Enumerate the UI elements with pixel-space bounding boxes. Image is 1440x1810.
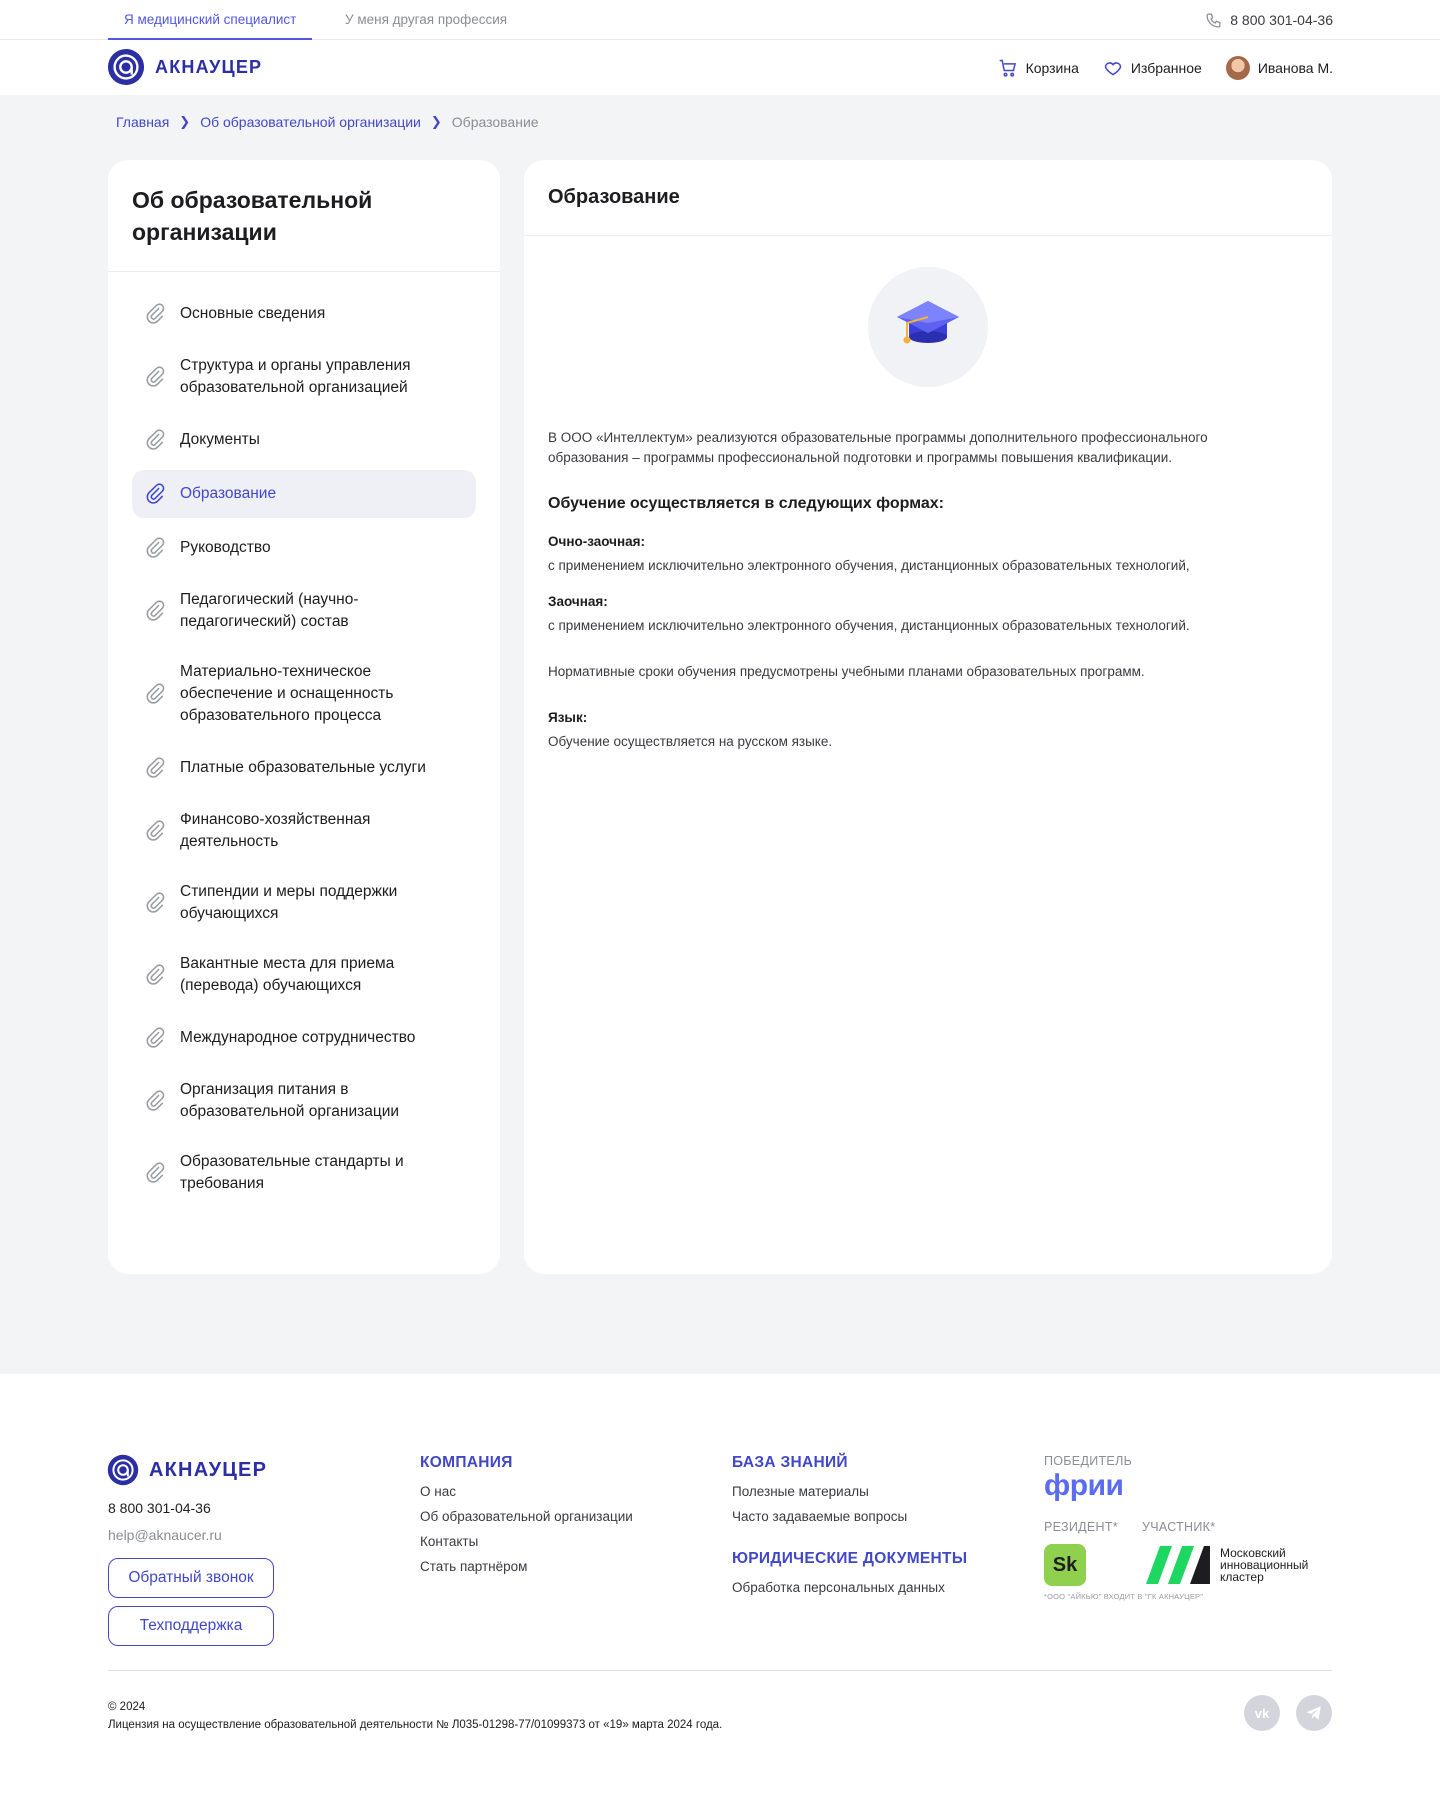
sidebar bbox=[108, 160, 500, 1274]
logo-icon bbox=[107, 48, 145, 86]
paperclip-icon bbox=[144, 303, 166, 325]
sidebar-item-label: Структура и органы управления образовательной организацией bbox=[180, 357, 411, 396]
sidebar-item[interactable] bbox=[132, 650, 476, 738]
lang-desc: Обучение осуществляется на русском языке. bbox=[548, 734, 833, 749]
footer-link-materials[interactable]: Полезные материалы bbox=[732, 1484, 869, 1499]
sidebar-item-label: Организация питания в образовательной организации bbox=[180, 1081, 400, 1120]
disclaimer: *ООО "АЙКЬЮ" ВХОДИТ В "ГК АКНАУЦЕР" bbox=[1044, 1592, 1204, 1601]
footer-link-partner[interactable]: Стать партнёром bbox=[420, 1559, 528, 1574]
graduation-cap-icon bbox=[893, 295, 963, 359]
legal-heading: ЮРИДИЧЕСКИЕ ДОКУМЕНТЫ bbox=[732, 1550, 968, 1567]
footer-company-column bbox=[420, 1454, 633, 1584]
sidebar-item[interactable] bbox=[132, 578, 476, 644]
footer-link-contacts[interactable]: Контакты bbox=[420, 1534, 479, 1549]
hero-badge bbox=[868, 267, 988, 387]
form2-desc: с применением исключительно электронного обучения, дистанционных образовательных технологий. bbox=[548, 618, 1190, 633]
sidebar-item-label: Образование bbox=[180, 485, 277, 502]
sidebar-item[interactable] bbox=[132, 870, 476, 936]
callback-button[interactable]: Обратный звонок bbox=[108, 1558, 274, 1598]
footer-link-about-org[interactable]: Об образовательной организации bbox=[420, 1509, 633, 1524]
resident-label: РЕЗИДЕНТ* bbox=[1044, 1520, 1118, 1534]
sidebar-list bbox=[108, 272, 500, 1206]
sidebar-item[interactable] bbox=[132, 344, 476, 410]
sidebar-item-label: Педагогический (научно-педагогический) состав bbox=[180, 591, 359, 630]
sidebar-item[interactable] bbox=[132, 470, 476, 518]
sidebar-item[interactable] bbox=[132, 1014, 476, 1062]
breadcrumb-home[interactable]: Главная bbox=[116, 114, 170, 130]
form1-desc: с применением исключительно электронного обучения, дистанционных образовательных технологий, bbox=[548, 558, 1190, 573]
sidebar-title: Об образовательной организации bbox=[108, 160, 500, 272]
paperclip-icon bbox=[144, 1090, 166, 1112]
support-button[interactable]: Техподдержка bbox=[108, 1606, 274, 1646]
forms-heading: Обучение осуществляется в следующих формах: bbox=[548, 495, 944, 512]
paperclip-icon bbox=[144, 537, 166, 559]
intro-text: В ООО «Интеллектум» реализуются образовательные программы дополнительного профессионального образования – программы профессиональной подготовки и программы повышения квалификации. bbox=[548, 430, 1208, 465]
terms-text: Нормативные сроки обучения предусмотрены учебными планами образовательных программ. bbox=[548, 664, 1145, 679]
sidebar-item-label: Платные образовательные услуги bbox=[180, 759, 426, 776]
user-menu[interactable] bbox=[1226, 56, 1333, 80]
favorites-label: Избранное bbox=[1130, 59, 1202, 76]
cart-label: Корзина bbox=[1025, 59, 1079, 76]
logo-text: АКНАУЦЕР bbox=[155, 56, 263, 77]
paperclip-icon bbox=[144, 757, 166, 779]
frii-logo: фрии bbox=[1044, 1469, 1124, 1502]
breadcrumb-current: Образование bbox=[451, 114, 539, 130]
sidebar-item-label: Основные сведения bbox=[180, 305, 326, 322]
heart-icon bbox=[1103, 58, 1123, 78]
header-actions bbox=[998, 40, 1333, 95]
breadcrumb bbox=[116, 114, 539, 130]
sidebar-item-label: Финансово-хозяйственная деятельность bbox=[180, 811, 371, 850]
paperclip-icon bbox=[144, 820, 166, 842]
footer-badges bbox=[1044, 1454, 1344, 1601]
footer-logo[interactable] bbox=[107, 1454, 267, 1486]
sidebar-item-label: Руководство bbox=[180, 539, 271, 556]
winner-label: ПОБЕДИТЕЛЬ bbox=[1044, 1454, 1133, 1468]
footer-divider bbox=[108, 1670, 1332, 1671]
vk-icon: vk bbox=[1254, 1705, 1270, 1721]
footer-link-personal-data[interactable]: Обработка персональных данных bbox=[732, 1580, 945, 1595]
footer bbox=[0, 1374, 1440, 1810]
footer-logo-text: АКНАУЦЕР bbox=[149, 1458, 268, 1481]
company-heading: КОМПАНИЯ bbox=[420, 1454, 513, 1471]
sidebar-item[interactable] bbox=[132, 416, 476, 464]
sidebar-item[interactable] bbox=[132, 798, 476, 864]
paperclip-icon bbox=[144, 483, 166, 505]
logo-icon bbox=[107, 1454, 139, 1486]
sidebar-item-label: Стипендии и меры поддержки обучающихся bbox=[180, 883, 398, 922]
copyright-block bbox=[108, 1698, 722, 1734]
sidebar-item-label: Материально-техническое обеспечение и оснащенность образовательного процесса bbox=[180, 663, 394, 724]
user-name: Иванова М. bbox=[1257, 59, 1333, 76]
sidebar-item-label: Вакантные места для приема (перевода) обучающихся bbox=[180, 955, 395, 994]
top-phone[interactable] bbox=[1205, 0, 1333, 40]
tab-medical-specialist[interactable]: Я медицинский специалист bbox=[124, 0, 296, 40]
sidebar-item[interactable] bbox=[132, 744, 476, 792]
sidebar-item-label: Документы bbox=[180, 431, 260, 448]
knowledge-heading: БАЗА ЗНАНИЙ bbox=[732, 1454, 848, 1471]
paperclip-icon bbox=[144, 366, 166, 388]
sidebar-item-label: Международное сотрудничество bbox=[180, 1029, 416, 1046]
header bbox=[0, 40, 1440, 95]
breadcrumb-about[interactable]: Об образовательной организации bbox=[200, 114, 421, 130]
content-card bbox=[524, 160, 1332, 1274]
footer-link-faq[interactable]: Часто задаваемые вопросы bbox=[732, 1509, 908, 1524]
footer-email[interactable]: help@aknaucer.ru bbox=[108, 1527, 222, 1543]
participant-label: УЧАСТНИК* bbox=[1141, 1520, 1216, 1534]
mik-text: Московский инновационный кластер bbox=[1220, 1546, 1309, 1584]
sidebar-item[interactable] bbox=[132, 524, 476, 572]
sidebar-item[interactable] bbox=[132, 1140, 476, 1206]
form2-label: Заочная: bbox=[548, 594, 608, 609]
paperclip-icon bbox=[144, 429, 166, 451]
sidebar-item[interactable] bbox=[132, 290, 476, 338]
sidebar-item[interactable] bbox=[132, 942, 476, 1008]
chevron-right-icon: ❯ bbox=[179, 114, 191, 129]
cart-button[interactable] bbox=[998, 58, 1079, 78]
paperclip-icon bbox=[144, 892, 166, 914]
form1-label: Очно-заочная: bbox=[548, 534, 646, 549]
telegram-button[interactable] bbox=[1296, 1695, 1332, 1731]
footer-link-about[interactable]: О нас bbox=[420, 1484, 456, 1499]
paperclip-icon bbox=[144, 683, 166, 705]
paperclip-icon bbox=[144, 600, 166, 622]
vk-button[interactable] bbox=[1244, 1695, 1280, 1731]
skolkovo-logo: Sk bbox=[1044, 1544, 1086, 1586]
footer-knowledge-column bbox=[732, 1454, 967, 1605]
sidebar-item[interactable] bbox=[132, 1068, 476, 1134]
mik-icon bbox=[1144, 1544, 1212, 1586]
avatar bbox=[1226, 56, 1250, 80]
content-body bbox=[548, 428, 1288, 768]
paperclip-icon bbox=[144, 964, 166, 986]
logo[interactable] bbox=[107, 48, 262, 86]
top-bar bbox=[0, 0, 1440, 40]
mik-logo bbox=[1144, 1544, 1324, 1586]
telegram-icon bbox=[1305, 1704, 1323, 1722]
paperclip-icon bbox=[144, 1162, 166, 1184]
lang-label: Язык: bbox=[548, 710, 588, 725]
license-text: Лицензия на осуществление образовательной деятельности № Л035-01298-77/01099373 от «19» марта 2024 года. bbox=[108, 1719, 723, 1731]
copyright: © 2024 bbox=[108, 1701, 146, 1713]
paperclip-icon bbox=[144, 1027, 166, 1049]
tab-other-profession[interactable]: У меня другая профессия bbox=[345, 12, 508, 27]
cart-icon bbox=[998, 58, 1018, 78]
top-phone-number: 8 800 301-04-36 bbox=[1230, 12, 1333, 28]
sidebar-item-label: Образовательные стандарты и требования bbox=[180, 1153, 404, 1192]
phone-icon bbox=[1205, 12, 1222, 29]
page-title: Образование bbox=[524, 160, 1332, 236]
chevron-right-icon: ❯ bbox=[430, 114, 442, 129]
footer-phone[interactable]: 8 800 301-04-36 bbox=[108, 1500, 211, 1516]
favorites-button[interactable] bbox=[1103, 58, 1202, 78]
